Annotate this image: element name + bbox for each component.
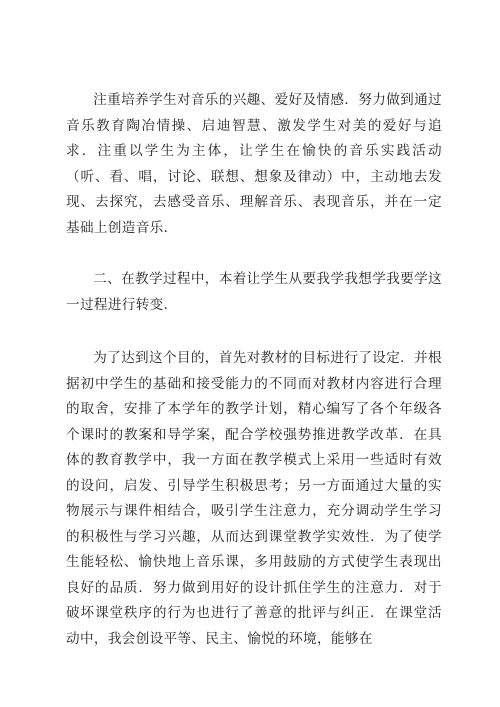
paragraph-teaching-process: 二、在教学过程中，本着让学生从要我学我想学我要学这一过程进行转变． [66, 271, 442, 313]
paragraph-music-interest: 注重培养学生对音乐的兴趣、爱好及情感．努力做到通过音乐教育陶冶情操、启迪智慧、激发学生对美的爱好与追求．注重以学生为主体，让学生在愉快的音乐实践活动（听、看、唱，讨论、联想、想象及律动）中，主动地去发现、去探究，去感受音乐、理解音乐、表现音乐，并在一定基础上创造音乐． [66, 92, 442, 236]
paragraph-teaching-goals: 为了达到这个目的，首先对教材的目标进行了设定．并根据初中学生的基础和接受能力的不同而对教材内容进行合理的取舍，安排了本学年的教学计划，精心编写了各个年级各个课时的教案和导学案，配合学校强势推进教学改革．在具体的教育教学中，我一方面在教学模式上采用一些适时有效的设问，启发、引导学生积极思考；另一方面通过大量的实物展示与课件相结合，吸引学生注意力，充分调动学生学习的积极性与学习兴趣，从而达到课堂教学实效性．为了使学生能轻松、愉快地上音乐课，多用鼓励的方式使学生表现出良好的品质．努力做到用好的设计抓住学生的注意力．对于破坏课堂秩序的行为也进行了善意的批评与纠正．在课堂活动中，我会创设平等、民主、愉悦的环境，能够在 [66, 350, 442, 647]
